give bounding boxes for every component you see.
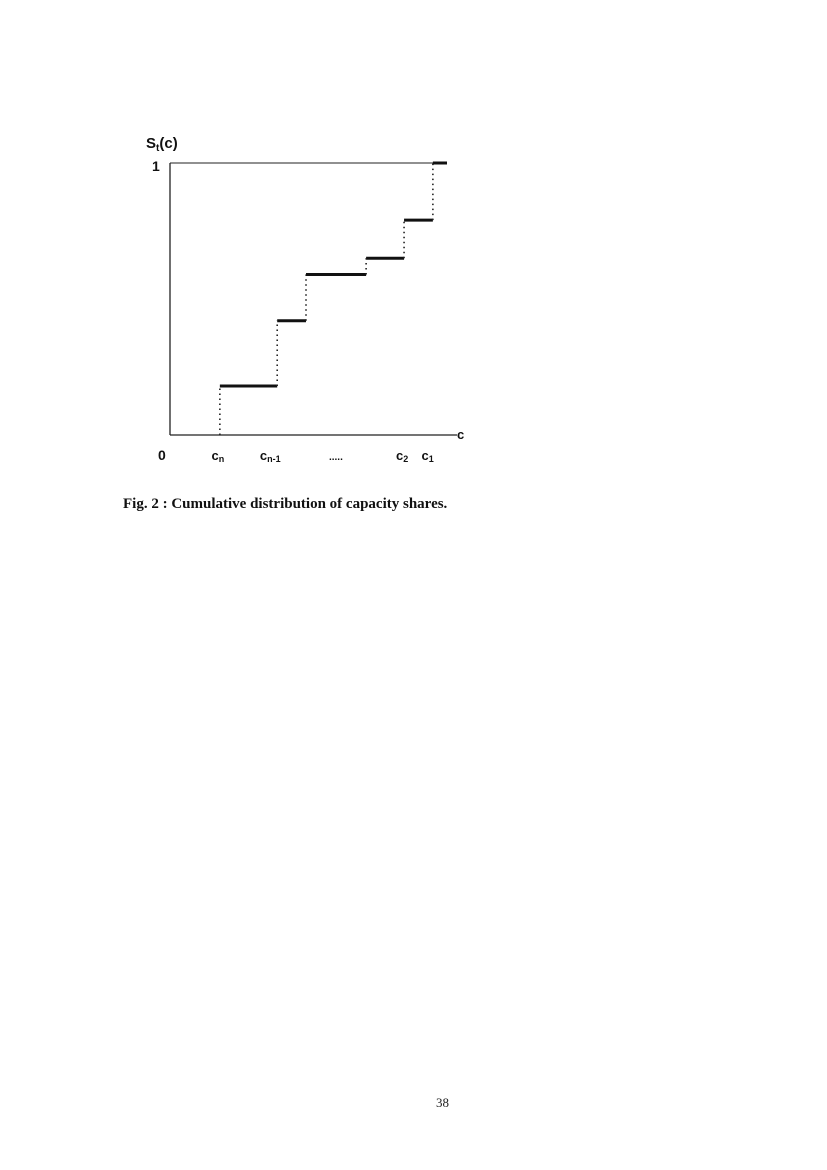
chart-steps xyxy=(220,163,447,435)
origin-label: 0 xyxy=(158,447,166,463)
chart-frame xyxy=(170,163,457,435)
x-tick-label-1: cn xyxy=(211,448,225,464)
x-tick-label-2: cn-1 xyxy=(259,448,281,464)
page-number: 38 xyxy=(436,1095,449,1110)
x-tick-label-4: c2 xyxy=(396,448,409,464)
x-tick-label-5: c1 xyxy=(421,448,434,464)
y-top-tick-label: 1 xyxy=(152,158,160,174)
figure-caption: Fig. 2 : Cumulative distribution of capacity shares. xyxy=(123,496,448,512)
x-axis-label: c xyxy=(457,427,465,442)
step-chart xyxy=(0,0,827,520)
x-tick-label-3: ..... xyxy=(328,452,343,463)
y-axis-label: $S_t(c)$ xyxy=(146,135,178,154)
chart-labels xyxy=(146,135,464,464)
